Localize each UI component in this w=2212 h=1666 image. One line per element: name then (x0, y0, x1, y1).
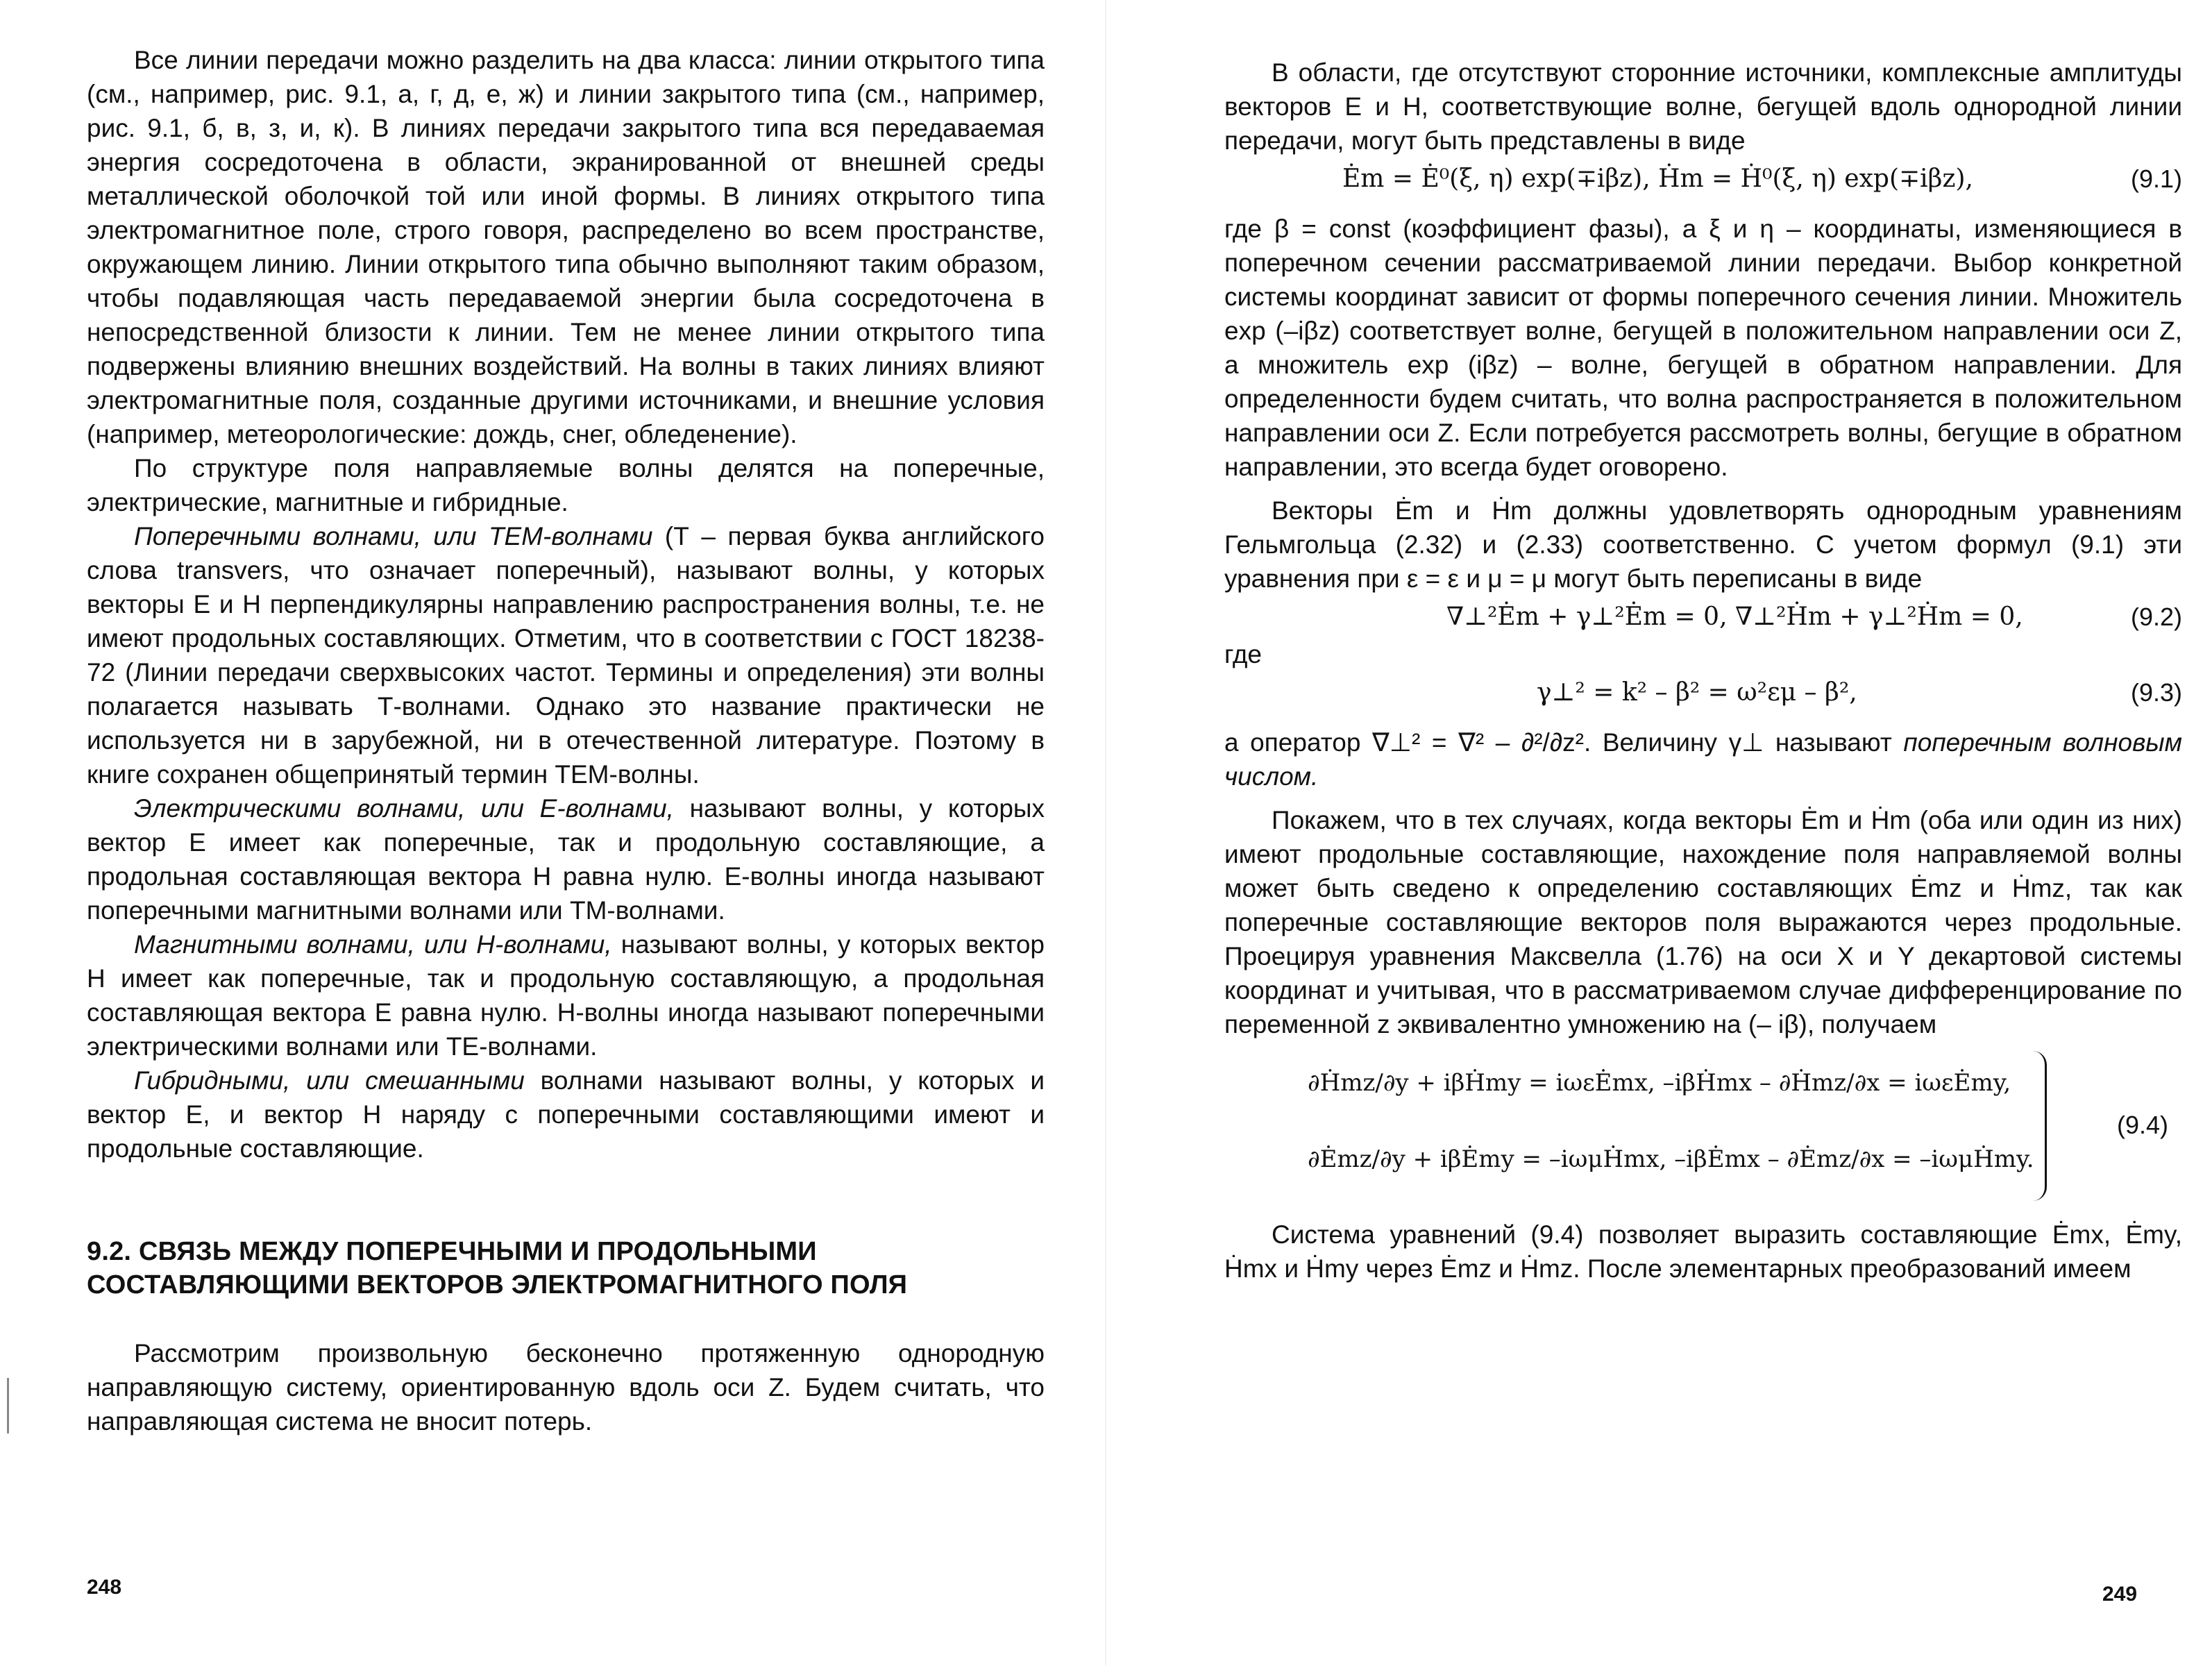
left-paragraph-6-text: волнами называют волны, у которых и вектор E, и вектор H наряду с поперечными составляющими имеют и продольные составляющие. (87, 1066, 1045, 1163)
right-paragraph-1: В области, где отсутствуют сторонние источники, комплексные амплитуды векторов E и H, соответствующие волне, бегущей вдоль однородной линии передачи, могут быть представлены в виде (1224, 58, 2182, 155)
right-page (1106, 0, 2212, 1666)
left-paragraph-3-text: (Т – первая буква английского слова transvers, что означает поперечный), называют волны, у которых векторы E и H перпендикулярны направлению распространения волны, т.е. не имеют продольных составляющих. Отметим, что в соответствии с ГОСТ 18238-72 (Линии передачи сверхвысоких частот. Термины и определения) эти волны полагается называть Т-волнами. Однако это название практически не используется ни в зарубежной, ни в отечественной литературе. Поэтому в книге сохранен общепринятый термин ТЕМ-волны. (87, 522, 1045, 789)
equation-9-1-body: Ėm = Ė⁰(ξ, η) exp(∓iβz), Ḣm = Ḣ⁰(ξ, η) exp(∓iβz), (1342, 165, 1973, 193)
right-text-column (1224, 56, 2182, 1286)
right-brace (2029, 1051, 2047, 1201)
right-paragraph-2: где β = const (коэффициент фазы), а ξ и η – координаты, изменяющиеся в поперечном сечении рассматриваемой линии передачи. Выбор конкретной системы координат зависит от формы поперечного сечения линии. Множитель exp (–iβz) соответствует волне, бегущей в положительном направлении оси Z, а множитель exp (iβz) – волне, бегущей в обратном направлении. Для определенности будем считать, что волна распространяется в положительном направлении оси Z. Если потребуется рассмотреть волны, бегущие в обратном направлении, это всегда будет оговорено. (1224, 214, 2182, 481)
right-paragraph-3: Векторы Ėm и Ḣm должны удовлетворять однородным уравнениям Гельмгольца (2.32) и (2.33) соответственно. С учетом формул (9.1) эти уравнения при ε = ε и μ = μ могут быть переписаны в виде (1224, 496, 2182, 593)
term-h-waves: Магнитными волнами, или Н-волнами, (134, 930, 612, 959)
section-heading-line-1: 9.2. СВЯЗЬ МЕЖДУ ПОПЕРЕЧНЫМИ И ПРОДОЛЬНЫМИ (87, 1237, 817, 1266)
equation-9-3-body: γ⊥² = k² – β² = ω²εμ – β², (1537, 678, 1857, 707)
equation-9-3 (1224, 674, 2182, 716)
left-paragraph-5-text: называют волны, у которых вектор H имеет как поперечные, так и продольную составляющую, а продольная составляющая вектора E равна нулю. Н-волны иногда называют поперечными электрическими волнами или ТЕ-волнами. (87, 930, 1045, 1061)
left-paragraph-7: Рассмотрим произвольную бесконечно протяженную однородную направляющую систему, ориентированную вдоль оси Z. Будем считать, что направляющая система не вносит потерь. (87, 1339, 1045, 1436)
term-e-waves: Электрическими волнами, или Е-волнами, (134, 794, 674, 823)
term-tem-waves: Поперечными волнами, или ТЕМ-волнами (134, 522, 653, 550)
equation-9-1-number: (9.1) (2130, 165, 2182, 193)
equation-9-2 (1224, 598, 2182, 640)
term-hybrid-waves: Гибридными, или смешанными (134, 1066, 525, 1095)
page-number-right: 249 (2102, 1583, 2138, 1606)
equation-9-4-number: (9.4) (2116, 1111, 2168, 1139)
left-paragraph-3 (87, 519, 1045, 791)
term-transverse-wave-number: поперечным волновым числом. (1224, 728, 2183, 791)
equation-9-4-row-2: ∂Ėmz/∂y + iβĖmy = –iωμḢmx, –iβĖmx – ∂Ėmz/∂x = –iωμḢmy. (1308, 1145, 2034, 1173)
left-paragraph-1: Все линии передачи можно разделить на два класса: линии открытого типа (см., например, рис. 9.1, а, г, д, е, ж) и линии закрытого типа (см., например, рис. 9.1, б, в, з, и, к). В линиях передачи закрытого типа вся передаваемая энергия сосредоточена в области, экранированной от внешней среды металлической оболочкой той или иной формы. В линиях открытого типа электромагнитное поле, строго говоря, распределено во всем пространстве, окружающем линию. Линии открытого типа обычно выполняют таким образом, чтобы подавляющая часть передаваемой энергии была сосредоточена в непосредственной близости к линии. Тем не менее линии открытого типа подвержены влиянию внешних воздействий. На волны в таких линиях влияют электромагнитные поля, созданные другими источниками, и внешние условия (например, метеорологические: дождь, снег, обледенение). (87, 46, 1045, 448)
left-paragraph-2: По структуре поля направляемые волны делятся на поперечные, электрические, магнитные и гибридные. (87, 454, 1045, 516)
equation-9-2-number: (9.2) (2130, 603, 2182, 631)
where-label: где (1224, 640, 1263, 668)
margin-mark (7, 1378, 9, 1433)
left-paragraph-4 (87, 791, 1045, 927)
right-paragraph-4 (1224, 725, 2182, 793)
equation-9-2-body: ∇⊥²Ėm + γ⊥²Ėm = 0, ∇⊥²Ḣm + γ⊥²Ḣm = 0, (1446, 603, 2023, 631)
section-heading-line-2: СОСТАВЛЯЮЩИМИ ВЕКТОРОВ ЭЛЕКТРОМАГНИТНОГО ПОЛЯ (87, 1270, 908, 1299)
left-paragraph-6 (87, 1063, 1045, 1166)
equation-9-1 (1224, 160, 2182, 202)
right-paragraph-4-text: а оператор ∇⊥² = ∇² – ∂²/∂z². Величину γ⊥ называют (1224, 728, 1904, 757)
right-paragraph-5: Покажем, что в тех случаях, когда векторы Ėm и Ḣm (оба или один из них) имеют продольные составляющие, нахождение поля направляемой волны может быть сведено к определению составляющих Ėmz и Ḣmz, так как поперечные составляющие векторов поля выражаются через продольные. Проецируя уравнения Максвелла (1.76) на оси X и Y декартовой системы координат и учитывая, что в рассматриваемом случае дифференцирование по переменной z эквивалентно умножению на (– iβ), получаем (1224, 806, 2182, 1038)
equation-9-3-number: (9.3) (2130, 678, 2182, 707)
equation-9-4-row-1: ∂Ḣmz/∂y + iβḢmy = iωεĖmx, –iβḢmx – ∂Ḣmz/∂x = iωεĖmy, (1308, 1069, 2011, 1097)
page-number-left: 248 (87, 1576, 122, 1599)
left-paragraph-5 (87, 927, 1045, 1063)
section-heading (87, 1235, 1045, 1302)
equation-system-9-4 (1224, 1048, 2182, 1208)
right-paragraph-6: Система уравнений (9.4) позволяет выразить составляющие Ėmx, Ėmy, Ḣmx и Ḣmy через Ėmz и Ḣmz. После элементарных преобразований имеем (1224, 1220, 2182, 1283)
left-paragraph-4-text: называют волны, у которых вектор E имеет как поперечные, так и продольную составляющие, а продольная составляющая вектора H равна нулю. Е-волны иногда называют поперечными магнитными волнами или ТМ-волнами. (87, 794, 1045, 925)
left-text-column (87, 43, 1045, 1438)
